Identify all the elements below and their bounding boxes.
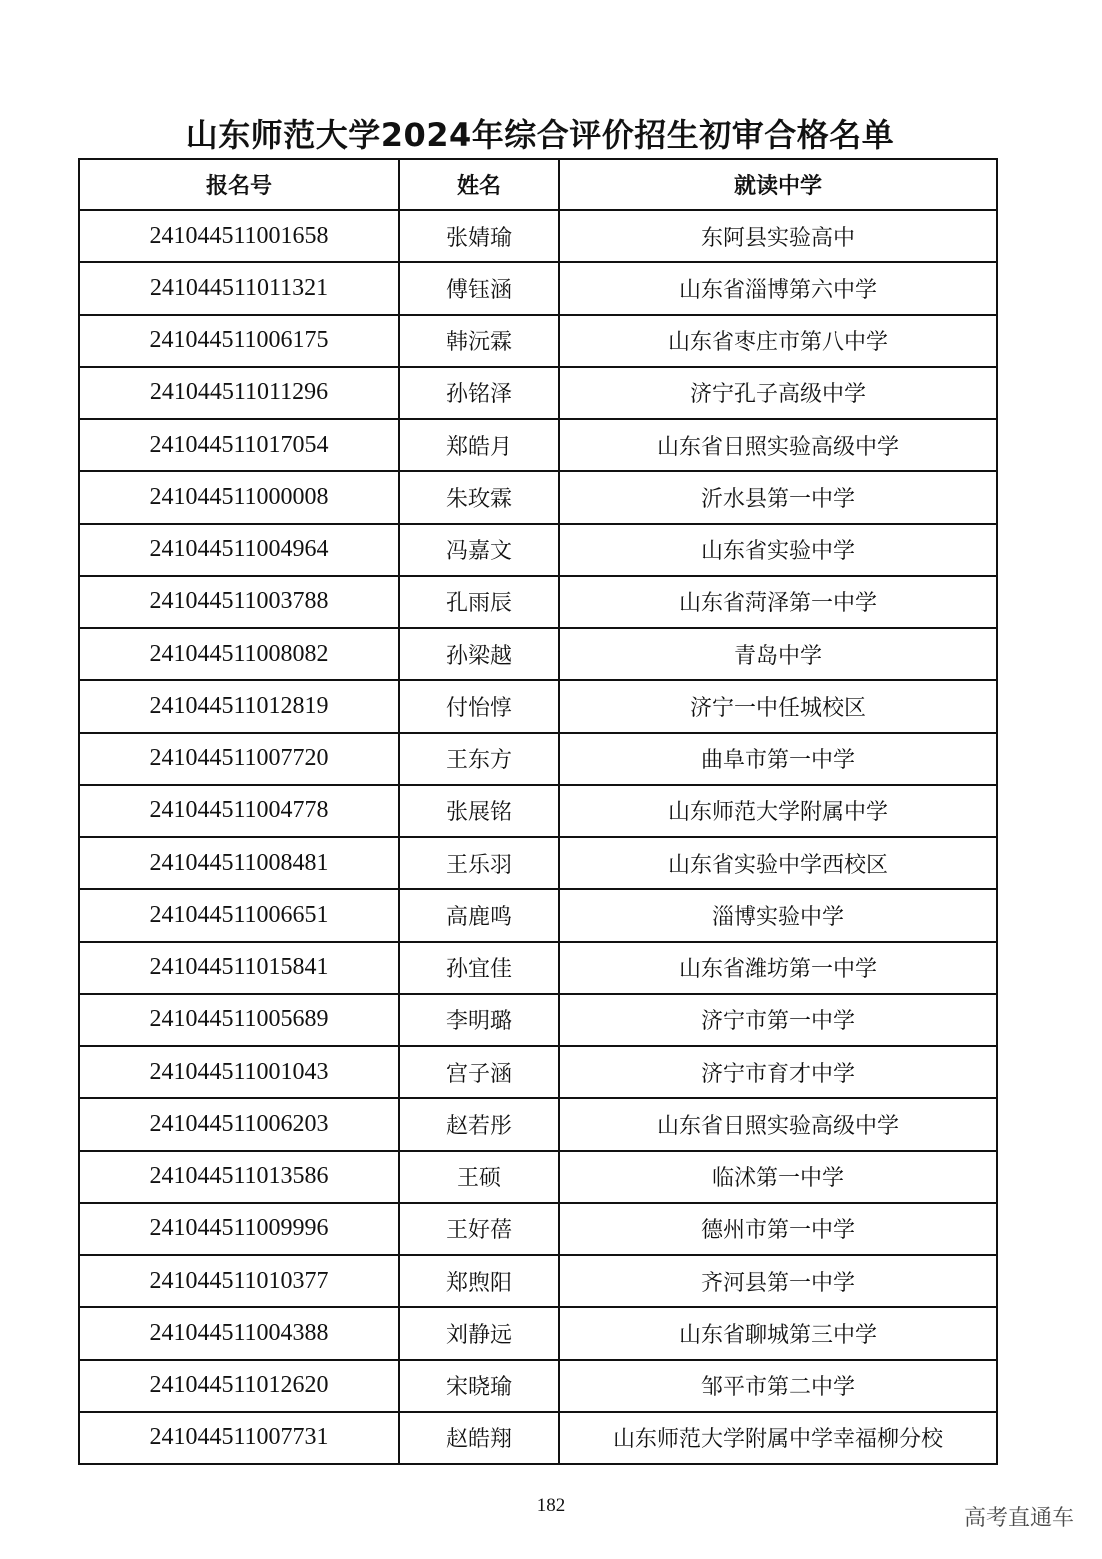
table-row xyxy=(79,1255,997,1307)
school-name-cell: 临沭第一中学 xyxy=(559,1151,997,1203)
table-row xyxy=(79,1151,997,1203)
table-row xyxy=(79,680,997,732)
student-name-cell: 高鹿鸣 xyxy=(399,889,559,941)
registration-number-cell: 241044511005689 xyxy=(79,994,399,1046)
table-row xyxy=(79,1098,997,1150)
table-row xyxy=(79,837,997,889)
school-name-cell: 山东省聊城第三中学 xyxy=(559,1307,997,1359)
student-name-cell: 宋晓瑜 xyxy=(399,1360,559,1412)
school-name-cell: 齐河县第一中学 xyxy=(559,1255,997,1307)
registration-number-cell: 241044511001658 xyxy=(79,210,399,262)
school-name-cell: 济宁孔子高级中学 xyxy=(559,367,997,419)
student-name-cell: 孔雨辰 xyxy=(399,576,559,628)
school-name-cell: 青岛中学 xyxy=(559,628,997,680)
school-name-cell: 山东省枣庄市第八中学 xyxy=(559,315,997,367)
table-row xyxy=(79,942,997,994)
student-name-cell: 付怡惇 xyxy=(399,680,559,732)
header-row xyxy=(79,159,997,210)
school-name-cell: 济宁一中任城校区 xyxy=(559,680,997,732)
registration-number-cell: 241044511013586 xyxy=(79,1151,399,1203)
table-row xyxy=(79,994,997,1046)
school-name-cell: 山东师范大学附属中学幸福柳分校 xyxy=(559,1412,997,1464)
school-name-cell: 淄博实验中学 xyxy=(559,889,997,941)
student-name-cell: 王乐羽 xyxy=(399,837,559,889)
student-name-cell: 孙铭泽 xyxy=(399,367,559,419)
watermark: 高考直通车 xyxy=(963,1506,1074,1531)
school-name-cell: 曲阜市第一中学 xyxy=(559,733,997,785)
student-name-cell: 张展铭 xyxy=(399,785,559,837)
registration-number-cell: 241044511003788 xyxy=(79,576,399,628)
table-row xyxy=(79,576,997,628)
school-name-cell: 德州市第一中学 xyxy=(559,1203,997,1255)
table-row xyxy=(79,315,997,367)
registration-number-cell: 241044511010377 xyxy=(79,1255,399,1307)
registration-number-cell: 241044511007720 xyxy=(79,733,399,785)
student-name-cell: 张婧瑜 xyxy=(399,210,559,262)
table-row xyxy=(79,419,997,471)
registration-number-cell: 241044511004388 xyxy=(79,1307,399,1359)
registration-number-cell: 241044511006203 xyxy=(79,1098,399,1150)
header-registration-number: 报名号 xyxy=(79,159,399,210)
registration-number-cell: 241044511004964 xyxy=(79,524,399,576)
table-header xyxy=(79,159,997,210)
student-name-cell: 韩沅霖 xyxy=(399,315,559,367)
student-name-cell: 孙宜佳 xyxy=(399,942,559,994)
school-name-cell: 山东省潍坊第一中学 xyxy=(559,942,997,994)
registration-number-cell: 241044511015841 xyxy=(79,942,399,994)
student-name-cell: 赵若彤 xyxy=(399,1098,559,1150)
school-name-cell: 山东省日照实验高级中学 xyxy=(559,419,997,471)
student-name-cell: 孙梁越 xyxy=(399,628,559,680)
page-number: 182 xyxy=(536,1495,566,1516)
registration-number-cell: 241044511011321 xyxy=(79,262,399,314)
student-name-cell: 王东方 xyxy=(399,733,559,785)
school-name-cell: 山东省实验中学 xyxy=(559,524,997,576)
school-name-cell: 济宁市第一中学 xyxy=(559,994,997,1046)
registration-number-cell: 241044511006651 xyxy=(79,889,399,941)
table-row xyxy=(79,1307,997,1359)
student-name-cell: 郑煦阳 xyxy=(399,1255,559,1307)
header-name: 姓名 xyxy=(399,159,559,210)
student-name-cell: 冯嘉文 xyxy=(399,524,559,576)
table-row xyxy=(79,1046,997,1098)
registration-number-cell: 241044511006175 xyxy=(79,315,399,367)
registration-number-cell: 241044511008082 xyxy=(79,628,399,680)
table-row xyxy=(79,262,997,314)
registration-number-cell: 241044511017054 xyxy=(79,419,399,471)
registration-number-cell: 241044511007731 xyxy=(79,1412,399,1464)
registration-number-cell: 241044511001043 xyxy=(79,1046,399,1098)
student-name-cell: 王好蓓 xyxy=(399,1203,559,1255)
school-name-cell: 山东省实验中学西校区 xyxy=(559,837,997,889)
table-row xyxy=(79,471,997,523)
registration-number-cell: 241044511008481 xyxy=(79,837,399,889)
school-name-cell: 山东省淄博第六中学 xyxy=(559,262,997,314)
school-name-cell: 山东师范大学附属中学 xyxy=(559,785,997,837)
table-row xyxy=(79,1360,997,1412)
roster-table xyxy=(78,158,998,1465)
table-row xyxy=(79,210,997,262)
document-title: 山东师范大学2024年综合评价招生初审合格名单 xyxy=(185,116,895,154)
school-name-cell: 济宁市育才中学 xyxy=(559,1046,997,1098)
registration-number-cell: 241044511011296 xyxy=(79,367,399,419)
school-name-cell: 邹平市第二中学 xyxy=(559,1360,997,1412)
table-row xyxy=(79,367,997,419)
table-row xyxy=(79,628,997,680)
student-name-cell: 朱玫霖 xyxy=(399,471,559,523)
registration-number-cell: 241044511004778 xyxy=(79,785,399,837)
school-name-cell: 山东省菏泽第一中学 xyxy=(559,576,997,628)
table-row xyxy=(79,1203,997,1255)
table-row xyxy=(79,733,997,785)
school-name-cell: 东阿县实验高中 xyxy=(559,210,997,262)
student-name-cell: 傅钰涵 xyxy=(399,262,559,314)
header-school: 就读中学 xyxy=(559,159,997,210)
student-name-cell: 郑皓月 xyxy=(399,419,559,471)
table-row xyxy=(79,889,997,941)
student-name-cell: 王硕 xyxy=(399,1151,559,1203)
table-row xyxy=(79,1412,997,1464)
student-name-cell: 李明璐 xyxy=(399,994,559,1046)
school-name-cell: 山东省日照实验高级中学 xyxy=(559,1098,997,1150)
registration-number-cell: 241044511012620 xyxy=(79,1360,399,1412)
table-row xyxy=(79,785,997,837)
school-name-cell: 沂水县第一中学 xyxy=(559,471,997,523)
table-body xyxy=(79,210,997,1464)
registration-number-cell: 241044511000008 xyxy=(79,471,399,523)
student-name-cell: 刘静远 xyxy=(399,1307,559,1359)
table-row xyxy=(79,524,997,576)
student-name-cell: 宫子涵 xyxy=(399,1046,559,1098)
registration-number-cell: 241044511009996 xyxy=(79,1203,399,1255)
student-name-cell: 赵皓翔 xyxy=(399,1412,559,1464)
registration-number-cell: 241044511012819 xyxy=(79,680,399,732)
